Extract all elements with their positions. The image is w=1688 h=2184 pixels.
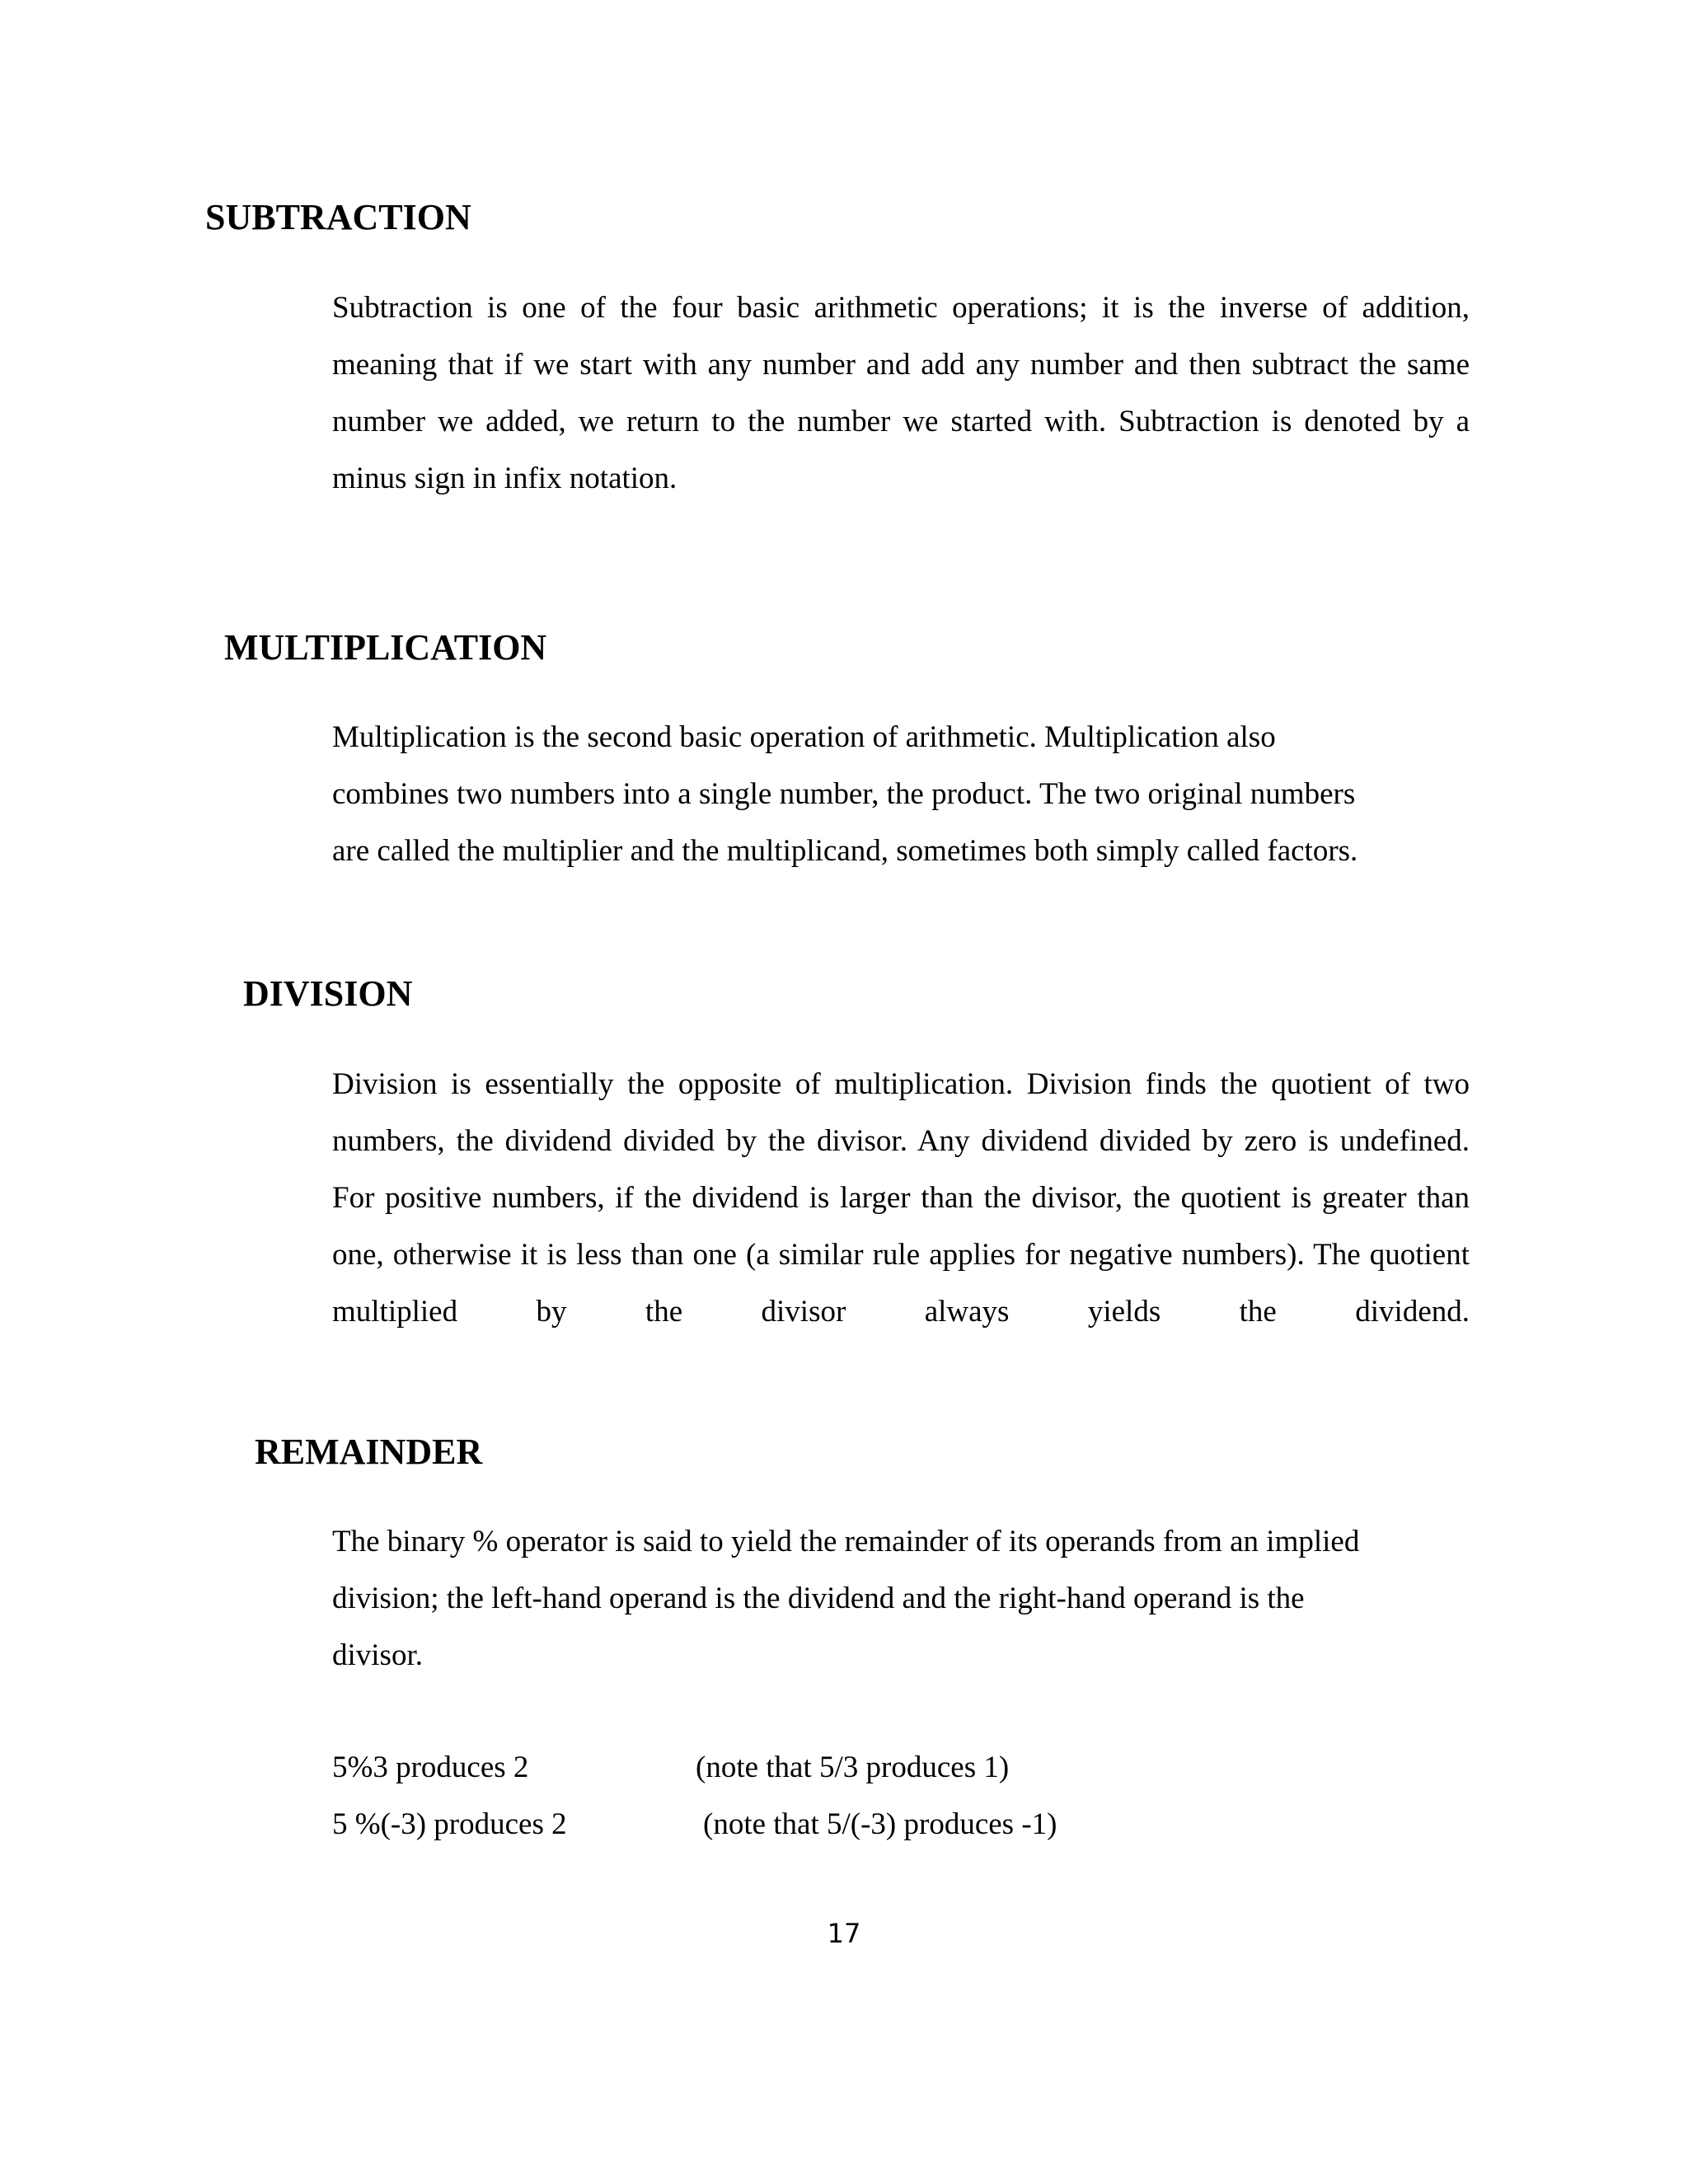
- multiplication-line: combines two numbers into a single number, the product. The two original numbers: [332, 777, 1356, 811]
- remainder-heading: REMAINDER: [255, 1432, 483, 1472]
- multiplication-line: are called the multiplier and the multiplicand, sometimes both simply called factors.: [332, 834, 1358, 868]
- multiplication-line: Multiplication is the second basic operation of arithmetic. Multiplication also: [332, 720, 1276, 754]
- example-note: (note that 5/3 produces 1): [696, 1750, 1010, 1784]
- example-expression: 5 %(-3) produces 2: [332, 1807, 567, 1841]
- subtraction-heading: SUBTRACTION: [205, 197, 471, 237]
- multiplication-heading: MULTIPLICATION: [224, 627, 547, 668]
- example-expression: 5%3 produces 2: [332, 1750, 529, 1784]
- example-note: (note that 5/(-3) produces -1): [703, 1807, 1057, 1841]
- division-heading: DIVISION: [243, 973, 413, 1014]
- division-paragraph: Division is essentially the opposite of multiplication. Division finds the quotient of two numbers, the dividend divided by the divisor. Any dividend divided by zero is undefined. For positive numbers, if the dividend is larger than the divisor, the quotient is greater than one, otherwise it is less than one (a similar rule applies for negative numbers). The quotient multiplied by the divisor always yields the dividend.: [332, 1067, 1470, 1329]
- subtraction-paragraph: Subtraction is one of the four basic arithmetic operations; it is the inverse of addition, meaning that if we start with any number and add any number and then subtract the same number we added, we return to the number we started with. Subtraction is denoted by a minus sign in infix notation.: [332, 291, 1470, 495]
- remainder-line: The binary % operator is said to yield the remainder of its operands from an implied: [332, 1525, 1360, 1558]
- remainder-line: division; the left-hand operand is the dividend and the right-hand operand is the: [332, 1582, 1305, 1615]
- page-number: 17: [827, 1918, 861, 1949]
- remainder-line: divisor.: [332, 1638, 423, 1672]
